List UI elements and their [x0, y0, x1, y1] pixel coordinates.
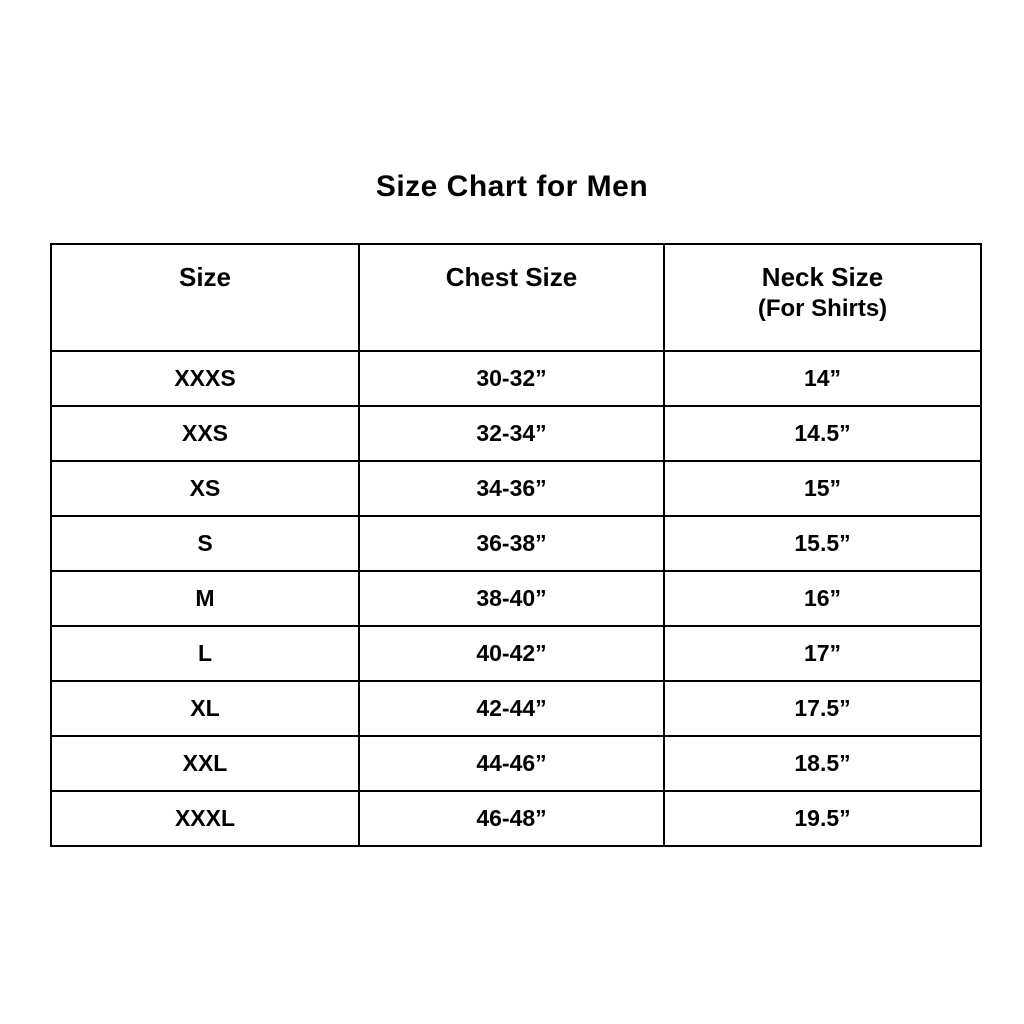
cell-neck-size: 15”: [664, 461, 981, 516]
cell-size: S: [51, 516, 359, 571]
column-header-neck-size: [664, 244, 981, 351]
column-header-chest-size: [359, 244, 664, 351]
table-row-xxs: [51, 406, 981, 461]
cell-size: XXXS: [51, 351, 359, 406]
cell-size: L: [51, 626, 359, 681]
cell-size: M: [51, 571, 359, 626]
column-header-chest-size-label: Chest Size: [445, 262, 578, 292]
column-header-size: [51, 244, 359, 351]
table-row-l: [51, 626, 981, 681]
table-row-xxl: [51, 736, 981, 791]
cell-chest-size: 30-32”: [359, 351, 664, 406]
table-row-xl: [51, 681, 981, 736]
size-chart-table: [50, 243, 982, 847]
table-row-xxxs: [51, 351, 981, 406]
page-title: Size Chart for Men: [375, 170, 649, 203]
column-header-size-label: Size: [178, 262, 232, 292]
cell-neck-size: 17”: [664, 626, 981, 681]
cell-neck-size: 14.5”: [664, 406, 981, 461]
cell-chest-size: 34-36”: [359, 461, 664, 516]
cell-neck-size: 15.5”: [664, 516, 981, 571]
cell-neck-size: 16”: [664, 571, 981, 626]
cell-chest-size: 36-38”: [359, 516, 664, 571]
column-header-neck-size-label: Neck Size: [761, 262, 884, 292]
cell-neck-size: 17.5”: [664, 681, 981, 736]
cell-neck-size: 18.5”: [664, 736, 981, 791]
table-row-s: [51, 516, 981, 571]
table-row-xs: [51, 461, 981, 516]
cell-chest-size: 38-40”: [359, 571, 664, 626]
cell-neck-size: 19.5”: [664, 791, 981, 846]
cell-size: XXXL: [51, 791, 359, 846]
header-row: [51, 244, 981, 351]
cell-chest-size: 32-34”: [359, 406, 664, 461]
cell-neck-size: 14”: [664, 351, 981, 406]
cell-size: XXS: [51, 406, 359, 461]
cell-size: XXL: [51, 736, 359, 791]
column-header-neck-size-sublabel: (For Shirts): [757, 295, 888, 322]
cell-size: XL: [51, 681, 359, 736]
cell-chest-size: 40-42”: [359, 626, 664, 681]
cell-chest-size: 44-46”: [359, 736, 664, 791]
table-row-m: [51, 571, 981, 626]
cell-chest-size: 46-48”: [359, 791, 664, 846]
cell-size: XS: [51, 461, 359, 516]
cell-chest-size: 42-44”: [359, 681, 664, 736]
table-row-xxxl: [51, 791, 981, 846]
